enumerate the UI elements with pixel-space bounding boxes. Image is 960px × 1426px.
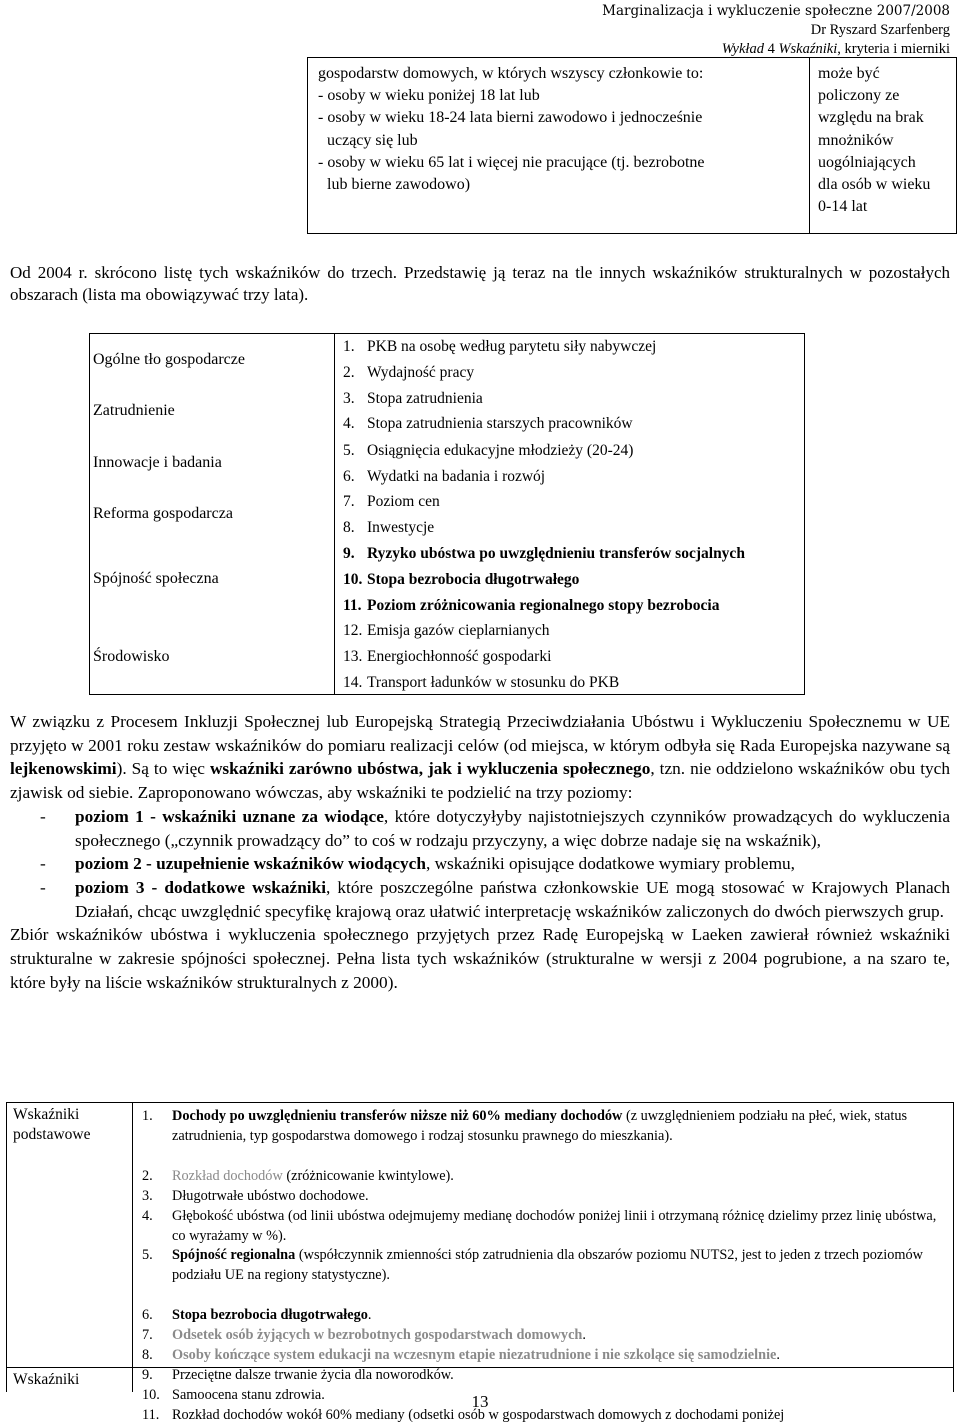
indicator-item: 8. Inwestycje xyxy=(343,519,435,536)
text-line: - osoby w wieku 18-24 lata bierni zawodowo i jednocześnie xyxy=(318,109,703,127)
indicator-item: 1. PKB na osobę według parytetu siły nabywczej xyxy=(343,338,657,355)
indicator-item: 11. Poziom zróżnicowania regionalnego stopy bezrobocia xyxy=(343,597,720,614)
indicator-item: 12. Emisja gazów cieplarnianych xyxy=(343,622,550,639)
laeken-indicator-item: 2. Rozkład dochodów (zróżnicowanie kwintylowe). xyxy=(142,1168,454,1184)
indicator-item: 2. Wydajność pracy xyxy=(343,364,475,381)
structural-indicators-table xyxy=(89,333,805,695)
intro-paragraph: Od 2004 r. skrócono listę tych wskaźników do trzech. Przedstawię ją teraz na tle innych wskaźników strukturalnych w pozostałych obszarach (lista ma obowiązywać trzy lata). xyxy=(10,263,950,304)
area-label: Innowacje i badania xyxy=(93,454,222,471)
header-course: Marginalizacja i wykluczenie społeczne 2007/2008 xyxy=(602,3,950,19)
text-line: policzony ze xyxy=(818,87,900,105)
text-line: może być xyxy=(818,65,880,82)
indicator-item: 6. Wydatki na badania i rozwój xyxy=(343,468,546,485)
indicator-item: 10. Stopa bezrobocia długotrwałego xyxy=(343,571,580,588)
text-line: dla osób w wieku xyxy=(818,176,931,194)
text-line: względu na brak xyxy=(818,109,924,127)
text-line: - osoby w wieku 65 lat i więcej nie pracujące (tj. bezrobotne xyxy=(318,153,705,171)
laeken-indicator-item: 1. Dochody po uwzględnieniu transferów niższe niż 60% mediany dochodów (z uwzględnieniem podziału na płeć, wiek, status zatrudnienia, typ gospodarstwa domowego i rodzaj stosunku prawnego do mieszkania). xyxy=(142,1108,908,1144)
area-label: Zatrudnienie xyxy=(93,402,175,419)
page-number: 13 xyxy=(471,1392,489,1411)
text-line: mnożników xyxy=(818,131,894,149)
indicator-item: 3. Stopa zatrudnienia xyxy=(343,390,483,407)
laeken-indicator-item: 7. Odsetek osób żyjących w bezrobotnych gospodarstwach domowych. xyxy=(142,1327,586,1343)
indicator-item: 4. Stopa zatrudnienia starszych pracowników xyxy=(343,415,633,432)
text-line: uczący się lub xyxy=(327,131,418,149)
primary-indicators-label: Wskaźniki podstawowe xyxy=(13,1106,91,1143)
laeken-indicator-item: 6. Stopa bezrobocia długotrwałego. xyxy=(142,1307,372,1323)
indicator-item: 9. Ryzyko ubóstwa po uwzględnieniu transferów socjalnych xyxy=(343,545,745,562)
laeken-indicator-item: 3. Długotrwałe ubóstwo dochodowe. xyxy=(142,1188,369,1204)
column-divider xyxy=(132,1103,133,1392)
top-table-fragment xyxy=(307,57,957,234)
column-divider xyxy=(334,334,335,694)
laeken-indicator-item: 8. Osoby kończące system edukacji na wczesnym etapie niezatrudnione i nie szkolące się samodzielnie. xyxy=(142,1347,780,1363)
laeken-indicator-item: 10. Samoocena stanu zdrowia. xyxy=(142,1387,325,1403)
indicator-item: 14. Transport ładunków w stosunku do PKB xyxy=(343,674,620,691)
area-label: Reforma gospodarcza xyxy=(93,505,233,522)
header-lecture: Wykład 4 Wskaźniki, kryteria i mierniki xyxy=(721,41,950,57)
list-item: - poziom 3 - dodatkowe wskaźniki, które poszczególne państwa członkowskie UE mogą stosować w Krajowych Planach Działań, chcąc uwzględnić specyfikę krajową oraz ułatwić interpretację wskaźników zaliczonych do dwóch pierwszych grup. xyxy=(40,877,950,921)
laeken-indicator-item: 11. Rozkład dochodów wokół 60% mediany (odsetki osób w gospodarstwach domowych z dochodami poniżej xyxy=(142,1407,785,1423)
area-label: Środowisko xyxy=(93,648,170,665)
main-text xyxy=(10,710,950,994)
text-line: 0-14 lat xyxy=(818,198,868,216)
area-label: Spójność społeczna xyxy=(93,570,219,587)
text-line: gospodarstw domowych, w których wszyscy członkowie to: xyxy=(318,65,704,82)
laeken-indicator-item: 5. Spójność regionalna (współczynnik zmienności stóp zatrudnienia dla obszarów poziomu NUTS2, jest to jeden z trzech poziomów podziału UE na regiony statystyczne). xyxy=(142,1247,923,1283)
indicator-item: 7. Poziom cen xyxy=(343,493,440,510)
laeken-indicator-item: 4. Głębokość ubóstwa (od linii ubóstwa odejmujemy medianę dochodów poniżej linii i otrzymaną różnicę dzielimy przez linię ubóstwa, co wyrażamy w %). xyxy=(142,1208,937,1244)
text-line: lub bierne zawodowo) xyxy=(327,176,471,194)
laeken-indicator-item: 9. Przeciętne dalsze trwanie życia dla noworodków. xyxy=(142,1367,454,1383)
header-author: Dr Ryszard Szarfenberg xyxy=(810,22,950,38)
paragraph: W związku z Procesem Inkluzji Społecznej lub Europejską Strategią Przeciwdziałania Ubóstwu i Wykluczeniu Społecznemu w UE przyjęto w 2001 roku zestaw wskaźników do pomiaru realizacji celów (od miejsca, w którym odbyła się Rada Europejska nazywane są lejkenowskimi). Są to więc wskaźniki zarówno ubóstwa, jak i wykluczenia społecznego, tzn. nie oddzielono wskaźników obu tych zjawisk od siebie. Zaproponowano wówczas, aby wskaźniki te podzielić na trzy poziomy: xyxy=(10,712,950,803)
list-item: - poziom 1 - wskaźniki uznane za wiodące, które dotyczyłyby najistotniejszych czynników prowadzących do wykluczenia społecznego („czynnik prowadzący do” to coś w rodzaju przyczyny, a więc dobrze nadaje się na wskaźnik), xyxy=(40,806,950,850)
secondary-indicators-label: Wskaźniki xyxy=(13,1371,80,1388)
indicator-item: 13. Energiochłonność gospodarki xyxy=(343,648,552,665)
paragraph: Zbiór wskaźników ubóstwa i wykluczenia społecznego przyjętych przez Radę Europejską w Laeken zawierał również wskaźniki strukturalne w zakresie spójności społecznej. Pełna lista tych wskaźników (strukturalne w wersji z 2004 pogrubione, a na szaro te, które były na liście wskaźników strukturalnych z 2000). xyxy=(10,925,950,992)
top-table-right-cell xyxy=(818,63,930,218)
top-table-left-cell xyxy=(308,58,810,233)
text-line: - osoby w wieku poniżej 18 lat lub xyxy=(318,87,540,105)
text-line: uogólniających xyxy=(818,153,916,171)
page-header xyxy=(602,2,950,59)
area-label: Ogólne tło gospodarcze xyxy=(93,351,245,368)
indicator-item: 5. Osiągnięcia edukacyjne młodzieży (20-24) xyxy=(343,442,634,459)
list-item: - poziom 2 - uzupełnienie wskaźników wiodących, wskaźniki opisujące dodatkowe wymiary problemu, xyxy=(40,854,795,874)
